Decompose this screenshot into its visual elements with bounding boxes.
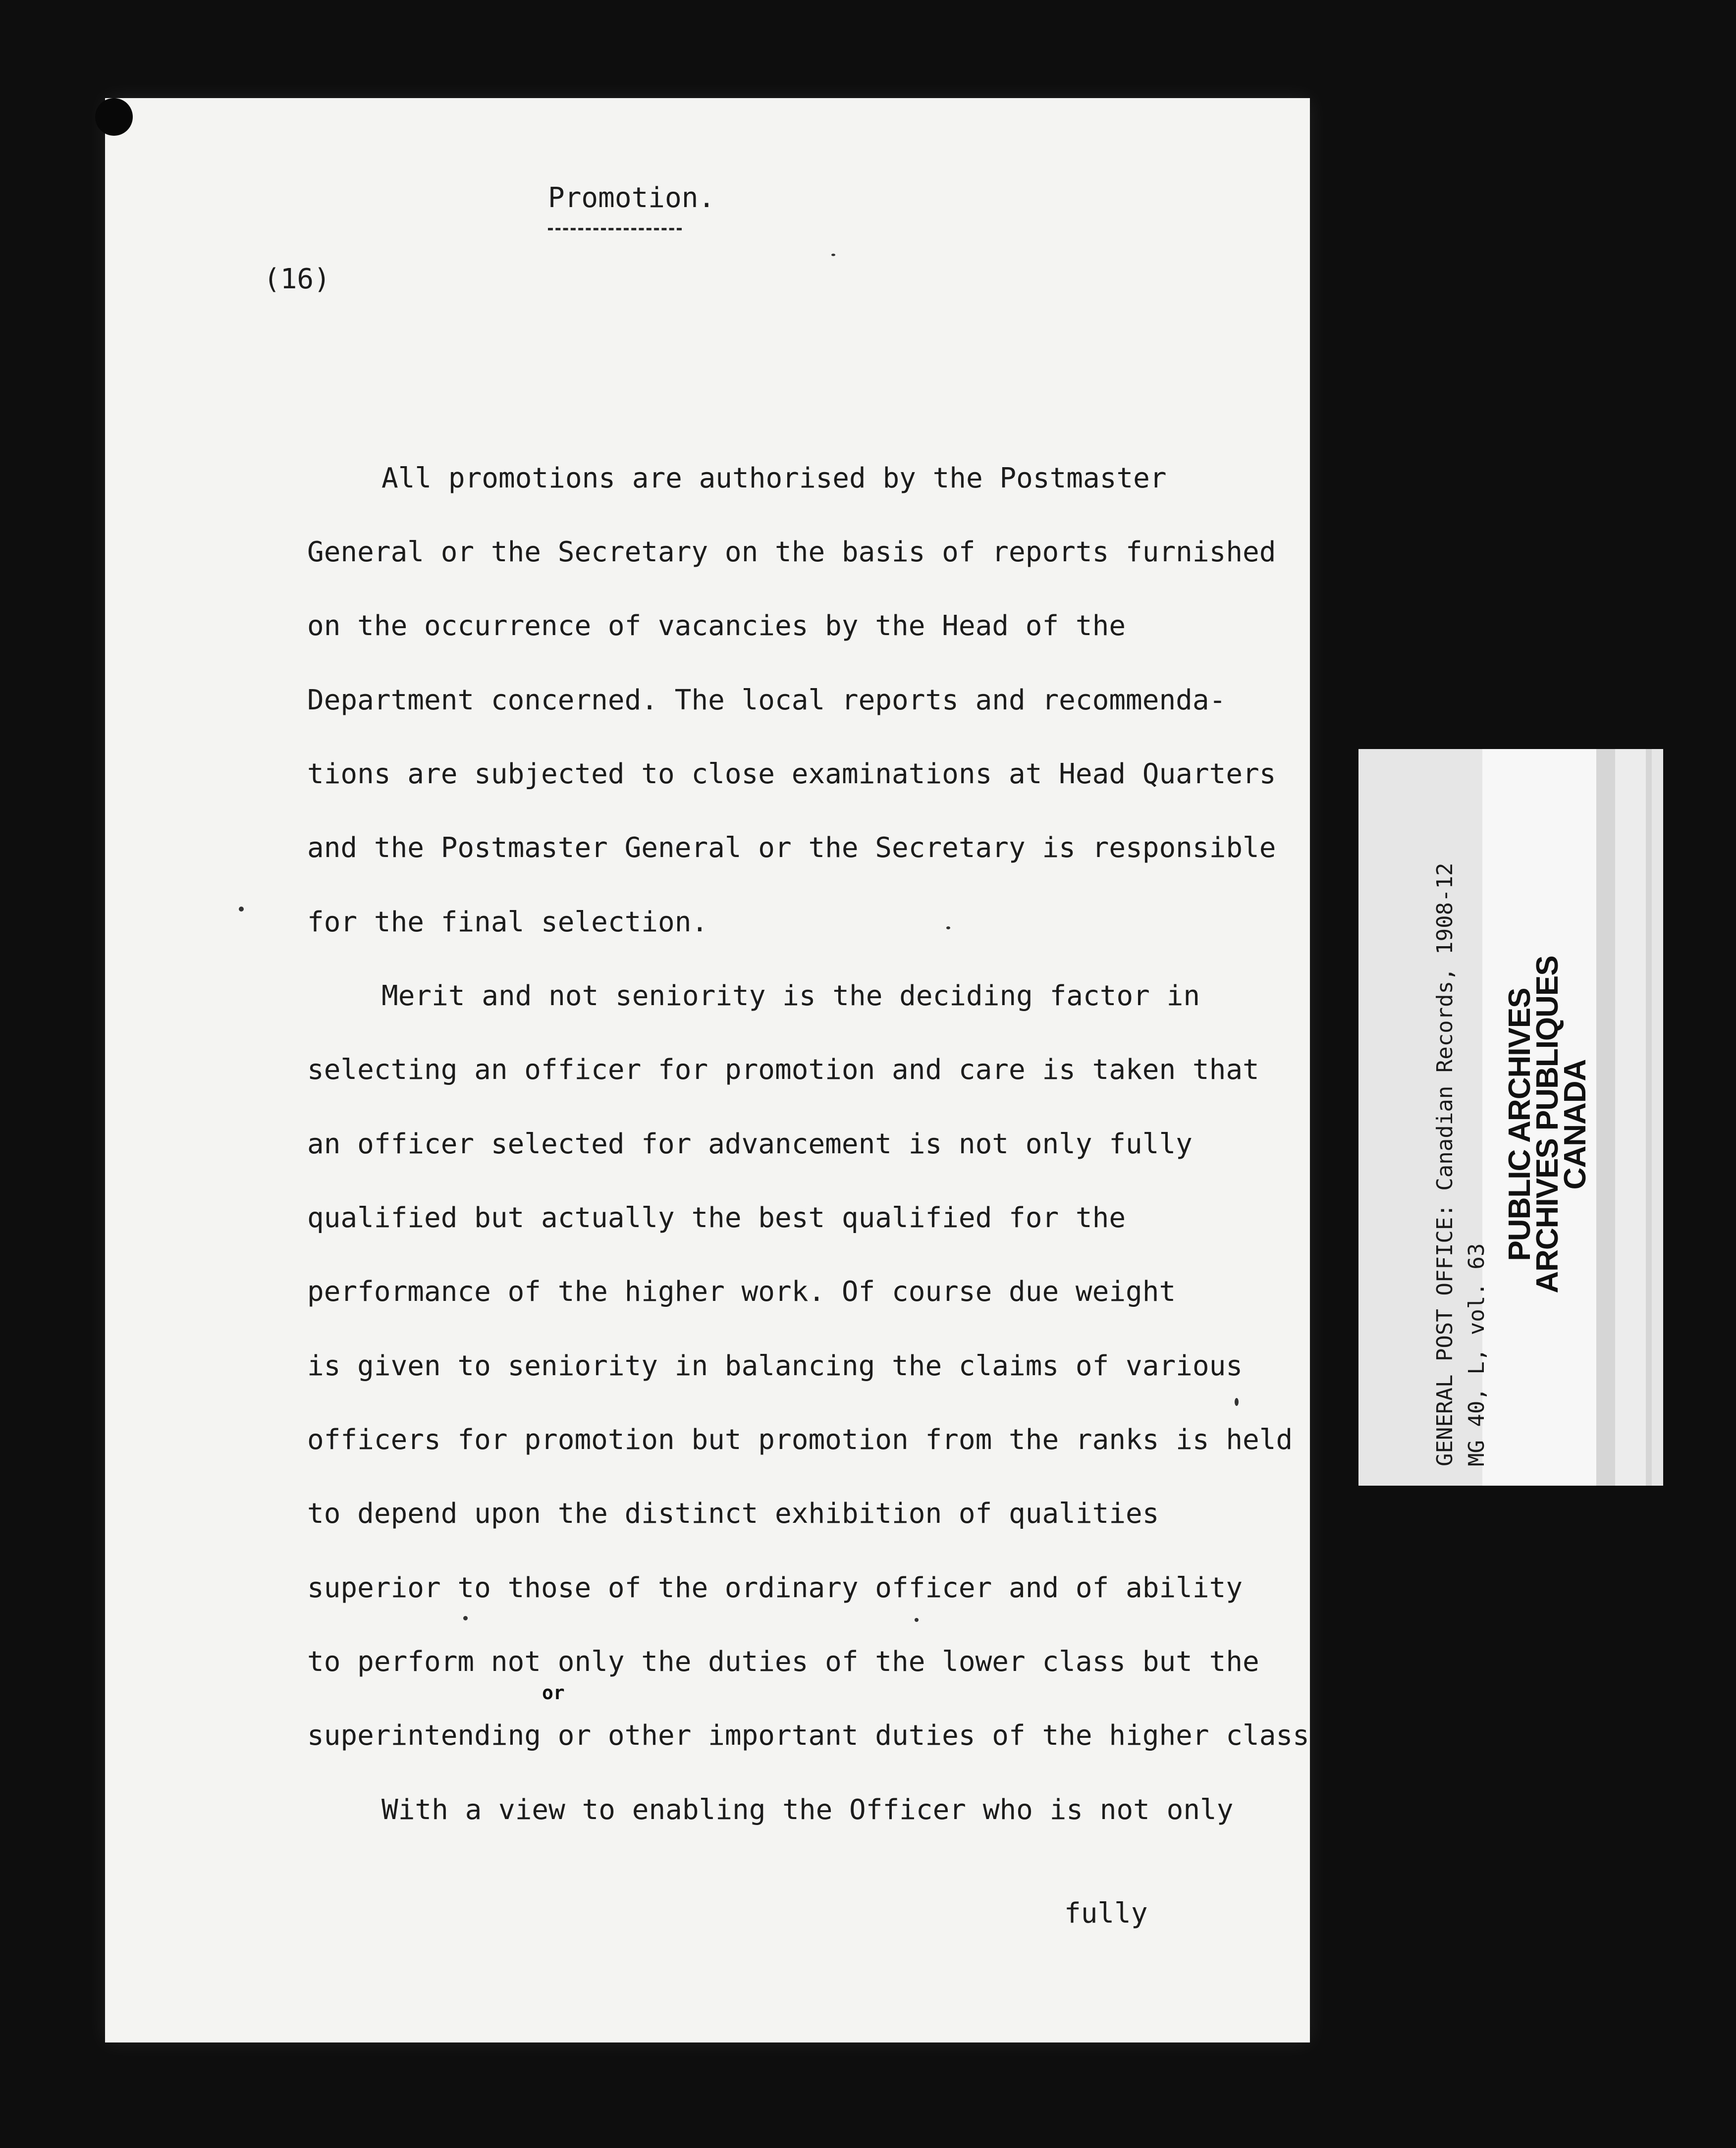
scan-speck <box>946 926 950 929</box>
archive-reference-line: GENERAL POST OFFICE: Canadian Records, 1908-12 <box>1432 862 1458 1466</box>
text-line: to perform not only the duties of the lower class but the <box>307 1646 1259 1678</box>
text-line: an officer selected for advancement is not only fully <box>307 1128 1193 1160</box>
archive-reference-line: MG 40, L, vol. 63 <box>1464 1243 1489 1466</box>
archive-reference <box>1432 862 1490 1466</box>
scan-speck <box>831 254 835 256</box>
text-line: tions are subjected to close examinations at Head Quarters <box>307 758 1276 790</box>
handwritten-correction: or <box>542 1682 565 1704</box>
archive-stamp-line: PUBLIC ARCHIVES <box>1503 988 1537 1261</box>
text-line: superior to those of the ordinary officer and of ability <box>307 1572 1243 1604</box>
text-line: and the Postmaster General or the Secretary is responsible <box>307 832 1276 864</box>
archive-label-band <box>1615 749 1646 1486</box>
text-line: superintending or other important duties of the higher class <box>307 1719 1309 1752</box>
scan-speck <box>1235 1398 1239 1406</box>
text-line: All promotions are authorised by the Postmaster <box>381 462 1167 494</box>
archive-stamp-line: ARCHIVES PUBLIQUES <box>1530 956 1565 1293</box>
text-line: selecting an officer for promotion and care is taken that <box>307 1054 1259 1086</box>
archive-stamp-line: CANADA <box>1558 1059 1592 1190</box>
text-line: Merit and not seniority is the deciding factor in <box>381 980 1200 1012</box>
text-line: Department concerned. The local reports and recommenda- <box>307 684 1226 716</box>
text-line: With a view to enabling the Officer who is not only <box>381 1794 1234 1826</box>
title-underline <box>548 228 682 230</box>
punch-hole <box>95 98 133 136</box>
paragraph-number: (16) <box>264 263 330 295</box>
text-line: on the occurrence of vacancies by the Head of the <box>307 610 1126 642</box>
scan-speck <box>463 1616 468 1620</box>
text-line: for the final selection. <box>307 906 708 938</box>
text-line: is given to seniority in balancing the claims of various <box>307 1350 1243 1382</box>
text-line: General or the Secretary on the basis of reports furnished <box>307 536 1276 568</box>
catchword: fully <box>1064 1897 1148 1930</box>
scan-speck <box>915 1618 919 1622</box>
archive-stamp <box>1503 936 1592 1313</box>
text-line: to depend upon the distinct exhibition of qualities <box>307 1498 1159 1530</box>
scan-speck <box>239 907 244 912</box>
text-line: officers for promotion but promotion from the ranks is held <box>307 1424 1293 1456</box>
text-line: qualified but actually the best qualified for the <box>307 1202 1126 1234</box>
page-title: Promotion. <box>548 182 715 214</box>
text-line: performance of the higher work. Of course due weight <box>307 1276 1176 1308</box>
